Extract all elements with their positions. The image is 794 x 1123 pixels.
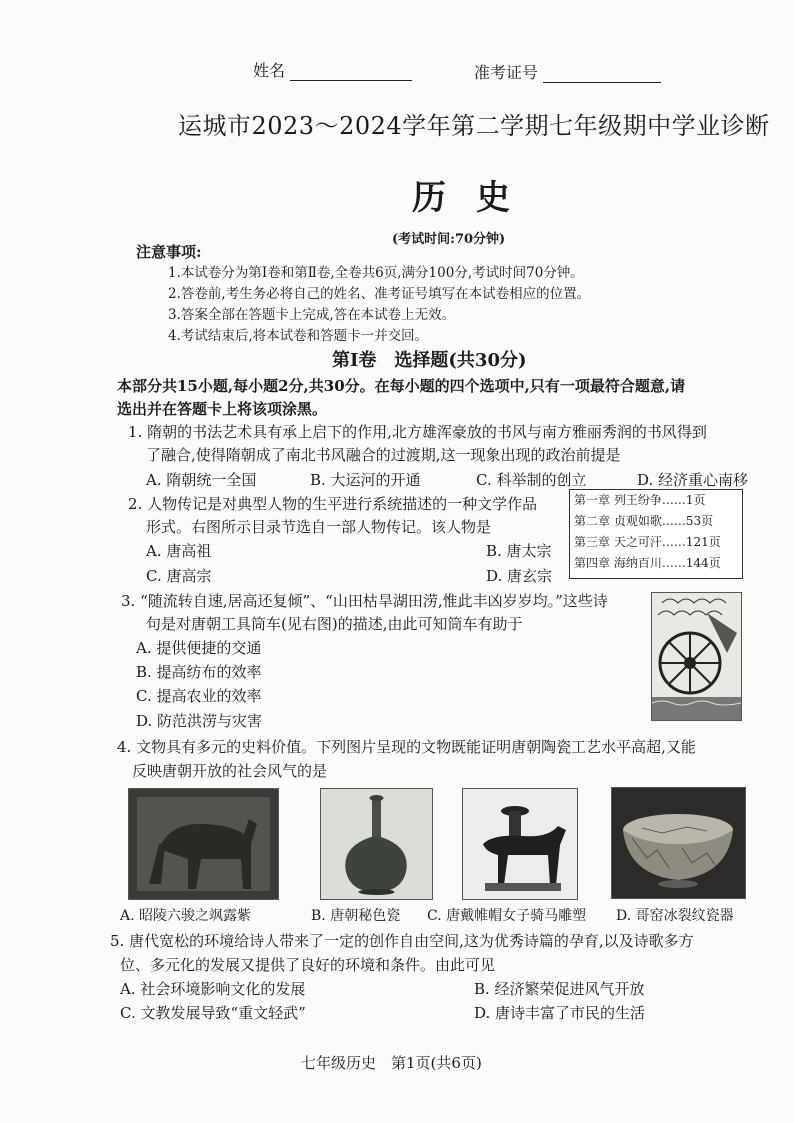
question-4-option-d: D. 哥窑冰裂纹瓷器 [616, 908, 734, 924]
question-2-option-b: B. 唐太宗 [486, 542, 552, 560]
section-title: 第Ⅰ卷 选择题(共30分) [332, 350, 527, 371]
relic-celadon-vase-image [320, 788, 433, 900]
question-1-text: 了融合,使得隋朝成了南北书风融合的过渡期,这一现象出现的政治前提是 [146, 446, 621, 464]
exam-number-field [474, 60, 661, 83]
section-instruction: 选出并在答题卡上将该项涂黑。 [117, 400, 328, 418]
page-footer: 七年级历史 第1页(共6页) [301, 1054, 482, 1072]
name-label: 姓名 [253, 61, 286, 80]
question-1-option-d: D. 经济重心南移 [637, 471, 749, 489]
relic-stone-horse-image [128, 788, 279, 900]
question-4-text: 反映唐朝开放的社会风气的是 [132, 762, 328, 780]
question-3-option-d: D. 防范洪涝与灾害 [136, 712, 263, 730]
relic-crackle-bowl-image [611, 787, 746, 899]
waterwheel-image [651, 592, 742, 721]
question-1-option-b: B. 大运河的开通 [310, 471, 421, 489]
question-5-option-a: A. 社会环境影响文化的发展 [120, 980, 306, 998]
exam-time: (考试时间:70分钟) [392, 232, 506, 247]
question-3-option-a: A. 提供便捷的交通 [136, 639, 262, 657]
name-field [253, 58, 412, 81]
note-item: 3.答案全部在答题卡上完成,答在本试卷上无效。 [168, 307, 456, 323]
question-4-option-c: C. 唐戴帷帽女子骑马雕塑 [427, 908, 587, 924]
question-2-option-a: A. 唐高祖 [146, 542, 212, 560]
biography-toc-box [569, 489, 743, 579]
toc-line: 第一章 列王纷争……1页 [574, 493, 706, 507]
question-5-text: 位、多元化的发展又提供了良好的环境和条件。由此可见 [120, 956, 496, 974]
relic-rider-sculpture-image [462, 788, 578, 900]
question-2-option-c: C. 唐高宗 [146, 567, 212, 585]
question-4-option-b: B. 唐朝秘色瓷 [311, 908, 401, 924]
name-blank [290, 64, 412, 81]
exam-number-blank [543, 66, 661, 83]
question-5-option-c: C. 文教发展导致“重文轻武” [120, 1004, 306, 1022]
question-5-option-d: D. 唐诗丰富了市民的生活 [474, 1004, 646, 1022]
question-2-text: 2. 人物传记是对典型人物的生平进行系统描述的一种文学作品 [128, 495, 538, 513]
question-1-option-a: A. 隋朝统一全国 [146, 471, 257, 489]
subject-title: 历史 [412, 178, 540, 218]
question-5-option-b: B. 经济繁荣促进风气开放 [474, 980, 645, 998]
question-1-option-c: C. 科举制的创立 [476, 471, 587, 489]
question-5-text: 5. 唐代宽松的环境给诗人带来了一定的创作自由空间,这为优秀诗篇的孕育,以及诗歌多方 [110, 932, 694, 950]
exam-title: 运城市2023～2024学年第二学期七年级期中学业诊断 [178, 112, 770, 140]
question-1-text: 1. 隋朝的书法艺术具有承上启下的作用,北方雄浑豪放的书风与南方雅丽秀润的书风得到 [128, 423, 707, 441]
toc-line: 第四章 海纳百川……144页 [574, 556, 721, 570]
notes-title: 注意事项: [136, 243, 202, 261]
toc-line: 第二章 贞观如歌……53页 [574, 514, 714, 528]
exam-number-label: 准考证号 [474, 63, 539, 82]
question-3-option-c: C. 提高农业的效率 [136, 687, 262, 705]
question-4-text: 4. 文物具有多元的史料价值。下列图片呈现的文物既能证明唐朝陶瓷工艺水平高超,又能 [117, 738, 696, 756]
question-2-text: 形式。右图所示目录节选自一部人物传记。该人物是 [146, 518, 492, 536]
toc-line: 第三章 天之可汗……121页 [574, 535, 721, 549]
question-3-text: 3. “随流转自速,居高还复倾”、“山田枯旱湖田涝,惟此丰凶岁岁均。”这些诗 [121, 592, 608, 610]
note-item: 2.答卷前,考生务必将自己的姓名、准考证号填写在本试卷相应的位置。 [168, 286, 591, 302]
section-instruction: 本部分共15小题,每小题2分,共30分。在每小题的四个选项中,只有一项最符合题意,请 [117, 377, 686, 395]
question-4-option-a: A. 昭陵六骏之飒露紫 [120, 908, 252, 924]
note-item: 4.考试结束后,将本试卷和答题卡一并交回。 [168, 328, 429, 344]
question-2-option-d: D. 唐玄宗 [486, 567, 553, 585]
question-3-text: 句是对唐朝工具筒车(见右图)的描述,由此可知筒车有助于 [146, 615, 523, 633]
note-item: 1.本试卷分为第Ⅰ卷和第Ⅱ卷,全卷共6页,满分100分,考试时间70分钟。 [168, 265, 584, 281]
question-3-option-b: B. 提高纺布的效率 [136, 663, 262, 681]
